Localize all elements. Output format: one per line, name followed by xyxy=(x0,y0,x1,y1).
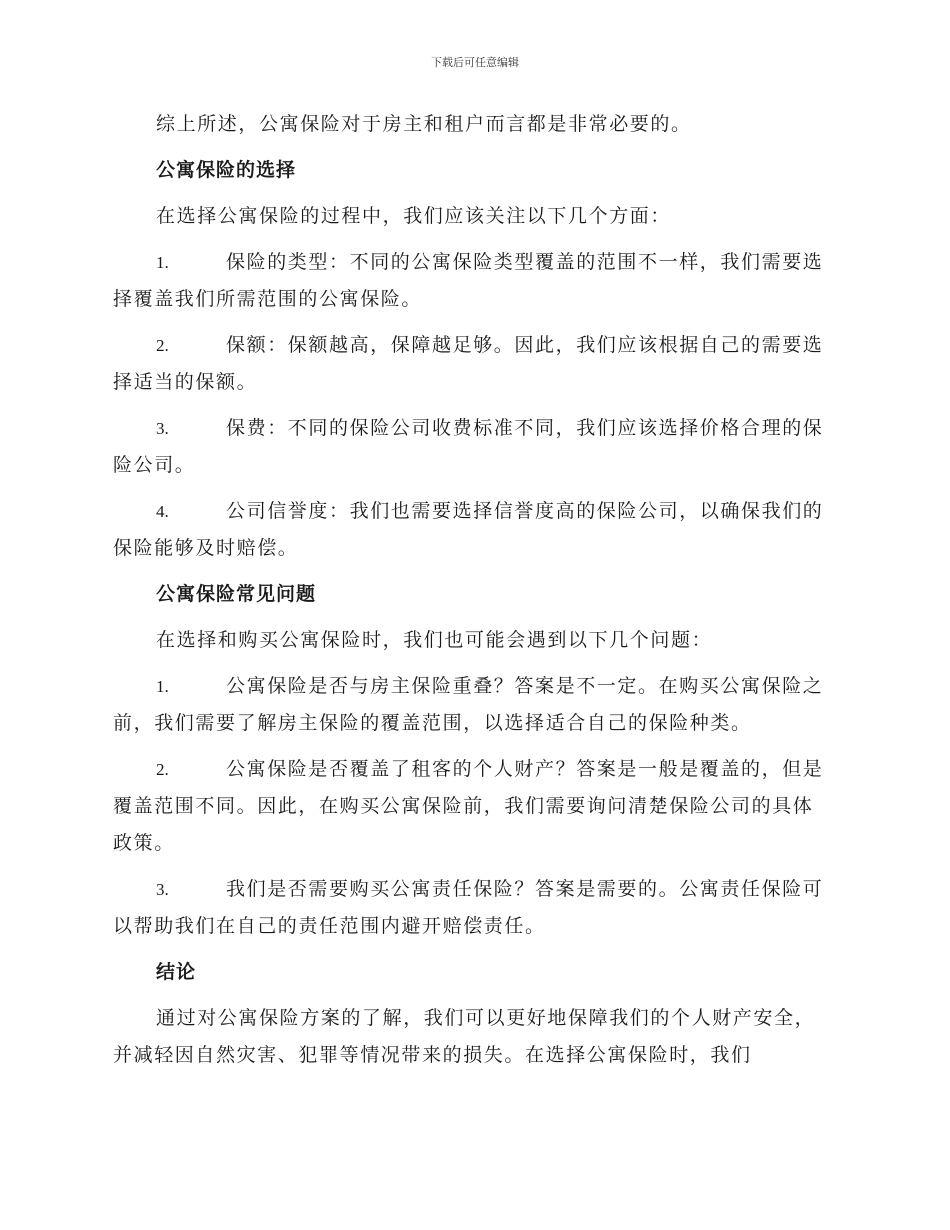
section-heading-selection: 公寓保险的选择 xyxy=(156,159,297,181)
list-item-text: 保额：保额越高，保障越足够。因此，我们应该根据自己的需要选择适当的保额。 xyxy=(113,334,824,393)
section-heading-conclusion: 结论 xyxy=(156,961,197,983)
list-number: 2. xyxy=(156,760,169,779)
list-number: 2. xyxy=(156,336,169,355)
list-item xyxy=(113,493,833,567)
section-heading-faq: 公寓保险常见问题 xyxy=(156,583,317,605)
list-item xyxy=(113,244,833,318)
list-number: 4. xyxy=(156,502,169,521)
list-item xyxy=(113,668,833,742)
list-item-text: 保险的类型：不同的公寓保险类型覆盖的范围不一样，我们需要选择覆盖我们所需范围的公寓保险。 xyxy=(113,251,824,310)
header-note: 下载后可任意编辑 xyxy=(431,56,519,69)
list-item xyxy=(113,327,833,401)
intro-summary: 综上所述，公寓保险对于房主和租户而言都是非常必要的。 xyxy=(156,113,692,135)
list-item-text: 保费：不同的保险公司收费标准不同，我们应该选择价格合理的保险公司。 xyxy=(113,417,824,476)
selection-intro: 在选择公寓保险的过程中，我们应该关注以下几个方面： xyxy=(156,205,672,227)
list-number: 1. xyxy=(156,677,169,696)
conclusion-body: 通过对公寓保险方案的了解，我们可以更好地保障我们的个人财产安全，并减轻因自然灾害、犯罪等情况带来的损失。在选择公寓保险时，我们 xyxy=(113,1007,816,1066)
list-number: 1. xyxy=(156,253,169,272)
list-item xyxy=(113,871,833,945)
list-item-text: 我们是否需要购买公寓责任保险？答案是需要的。公寓责任保险可以帮助我们在自己的责任范围内避开赔偿责任。 xyxy=(113,878,824,937)
list-number: 3. xyxy=(156,880,169,899)
list-item-text: 公寓保险是否覆盖了租客的个人财产？答案是一般是覆盖的，但是覆盖范围不同。因此，在购买公寓保险前，我们需要询问清楚保险公司的具体政策。 xyxy=(113,758,824,854)
list-item-text: 公司信誉度：我们也需要选择信誉度高的保险公司，以确保我们的保险能够及时赔偿。 xyxy=(113,500,824,559)
list-number: 3. xyxy=(156,419,169,438)
list-item xyxy=(113,410,833,484)
list-item xyxy=(113,751,833,862)
list-item-text: 公寓保险是否与房主保险重叠？答案是不一定。在购买公寓保险之前，我们需要了解房主保险的覆盖范围，以选择适合自己的保险种类。 xyxy=(113,675,824,734)
document-body xyxy=(113,106,833,1083)
faq-intro: 在选择和购买公寓保险时，我们也可能会遇到以下几个问题： xyxy=(156,629,713,651)
